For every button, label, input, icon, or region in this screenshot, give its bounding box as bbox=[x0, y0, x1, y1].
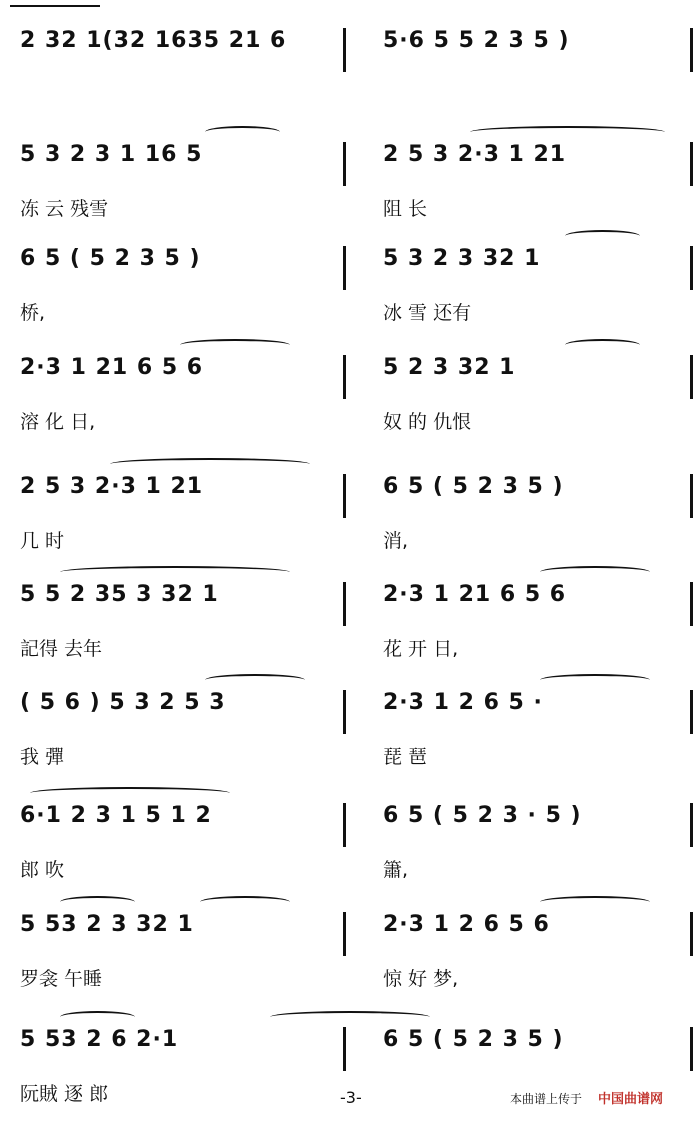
barline-end bbox=[690, 582, 693, 626]
barline-end bbox=[690, 142, 693, 186]
barline-end bbox=[690, 28, 693, 72]
lyrics-left: 罗衾 午睡 bbox=[20, 968, 103, 990]
lyrics-right: 簫, bbox=[383, 859, 409, 881]
score-row-10 bbox=[0, 1027, 700, 1137]
page-number: -3- bbox=[340, 1088, 362, 1107]
notation-right: 5 2 3 32 1 bbox=[383, 355, 516, 380]
slur bbox=[540, 566, 650, 578]
barline bbox=[343, 582, 346, 626]
slur bbox=[205, 674, 305, 686]
lyrics-right: 消, bbox=[383, 530, 409, 552]
notation-left: 2·3 1 21 6 5 6 bbox=[20, 355, 204, 380]
barline bbox=[343, 355, 346, 399]
slur bbox=[565, 339, 640, 351]
notation-left: 5 3 2 3 1 16 5 bbox=[20, 142, 203, 167]
notation-left: 2 32 1(32 1635 21 6 bbox=[20, 28, 287, 53]
slur bbox=[60, 896, 135, 908]
barline-end bbox=[690, 912, 693, 956]
score-row-7 bbox=[0, 690, 700, 800]
lyrics-right: 花 开 日, bbox=[383, 638, 459, 660]
barline bbox=[343, 912, 346, 956]
notation-left: 6·1 2 3 1 5 1 2 bbox=[20, 803, 212, 828]
barline-end bbox=[690, 690, 693, 734]
notation-right: 2 5 3 2·3 1 21 bbox=[383, 142, 567, 167]
slur bbox=[60, 1011, 135, 1023]
lyrics-right: 琵 琶 bbox=[383, 746, 428, 768]
lyrics-left: 桥, bbox=[20, 302, 46, 324]
notation-right: 6 5 ( 5 2 3 5 ) bbox=[383, 474, 564, 499]
score-row-9 bbox=[0, 912, 700, 1022]
slur bbox=[565, 230, 640, 242]
lyrics-left: 几 时 bbox=[20, 530, 65, 552]
lyrics-right: 奴 的 仇恨 bbox=[383, 411, 472, 433]
lyrics-right: 惊 好 梦, bbox=[383, 968, 459, 990]
upload-note: 本曲谱上传于 bbox=[510, 1092, 583, 1106]
barline-end bbox=[690, 1027, 693, 1071]
slur bbox=[180, 339, 290, 351]
barline-end bbox=[690, 803, 693, 847]
barline bbox=[343, 690, 346, 734]
barline-end bbox=[690, 474, 693, 518]
barline bbox=[343, 246, 346, 290]
barline bbox=[343, 803, 346, 847]
notation-right: 2·3 1 2 6 5 · bbox=[383, 690, 543, 715]
notation-right: 6 5 ( 5 2 3 5 ) bbox=[383, 1027, 564, 1052]
barline bbox=[343, 474, 346, 518]
barline bbox=[343, 1027, 346, 1071]
notation-right: 2·3 1 21 6 5 6 bbox=[383, 582, 567, 607]
notation-right: 2·3 1 2 6 5 6 bbox=[383, 912, 550, 937]
notation-left: 2 5 3 2·3 1 21 bbox=[20, 474, 204, 499]
slur bbox=[30, 787, 230, 799]
lyrics-left: 阮賊 逐 郎 bbox=[20, 1083, 109, 1105]
header-rule bbox=[10, 5, 100, 7]
slur bbox=[110, 458, 310, 470]
slur bbox=[470, 126, 665, 138]
barline-end bbox=[690, 246, 693, 290]
lyrics-right: 阻 长 bbox=[383, 198, 428, 220]
score-row-4 bbox=[0, 355, 700, 465]
score-row-1 bbox=[0, 28, 700, 138]
lyrics-left: 郎 吹 bbox=[20, 859, 65, 881]
slur bbox=[270, 1011, 430, 1023]
notation-right: 5·6 5 5 2 3 5 ) bbox=[383, 28, 570, 53]
lyrics-left: 溶 化 日, bbox=[20, 411, 96, 433]
notation-right: 6 5 ( 5 2 3 · 5 ) bbox=[383, 803, 582, 828]
slur bbox=[205, 126, 280, 138]
slur bbox=[540, 896, 650, 908]
lyrics-left: 我 彈 bbox=[20, 746, 65, 768]
notation-left: 5 5 2 35 3 32 1 bbox=[20, 582, 219, 607]
site-logo: 中国曲谱网 bbox=[598, 1092, 664, 1107]
lyrics-right: 冰 雪 还有 bbox=[383, 302, 472, 324]
barline-end bbox=[690, 355, 693, 399]
lyrics-left: 記得 去年 bbox=[20, 638, 103, 660]
notation-left: 5 53 2 3 32 1 bbox=[20, 912, 194, 937]
notation-left: ( 5 6 ) 5 3 2 5 3 bbox=[20, 690, 226, 715]
notation-right: 5 3 2 3 32 1 bbox=[383, 246, 541, 271]
slur bbox=[60, 566, 290, 578]
notation-left: 5 53 2 6 2·1 bbox=[20, 1027, 179, 1052]
barline bbox=[343, 28, 346, 72]
lyrics-left: 冻 云 残雪 bbox=[20, 198, 109, 220]
slur bbox=[540, 674, 650, 686]
notation-left: 6 5 ( 5 2 3 5 ) bbox=[20, 246, 201, 271]
slur bbox=[200, 896, 290, 908]
barline bbox=[343, 142, 346, 186]
